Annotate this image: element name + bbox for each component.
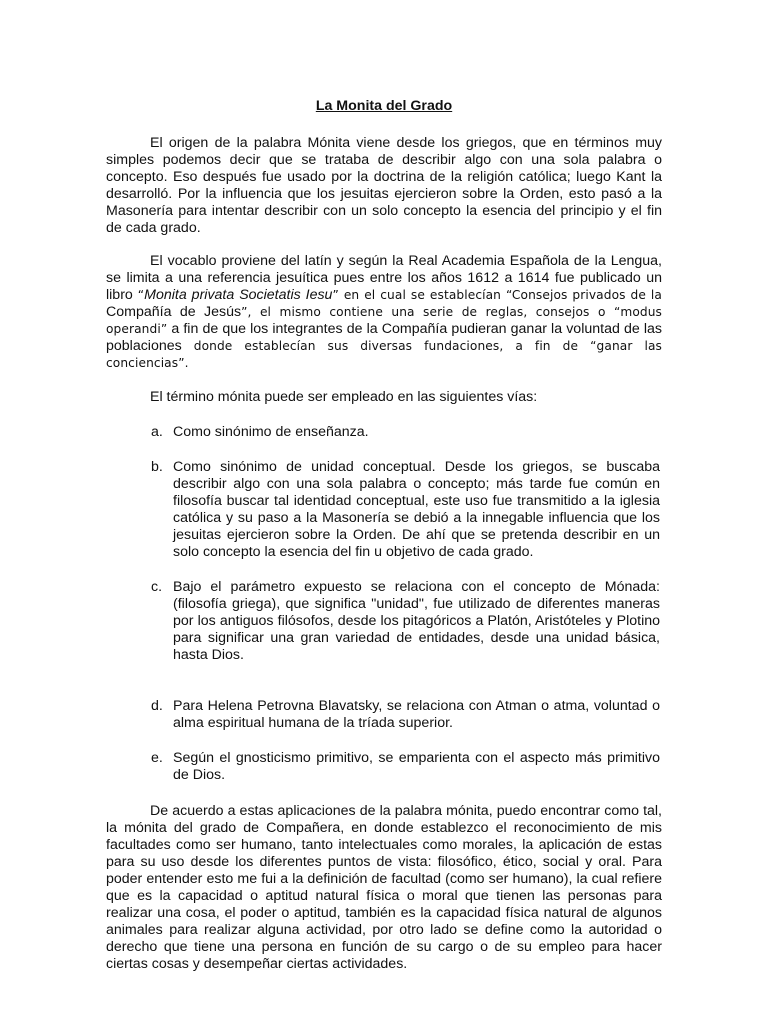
paragraph-origin: El origen de la palabra Mónita viene desde los griegos, que en términos muy simples podemos decir que se trataba de describir algo con una sola palabra o concepto. Eso después fue usado por la doctrina de la religión católica; luego Kant la desarrolló. Por la influencia que los jesuitas ejercieron sobre la Orden, esto pasó a la Masonería para intentar describir con un solo concepto la esencia del principio y el fin de cada grado. xyxy=(106,135,662,236)
book-title: Monita privata Societatis Iesu xyxy=(144,287,333,303)
vocablo-text-3: Compañía de Jesús xyxy=(106,304,242,320)
vocablo-text-4: ”, el mismo contiene una serie de reglas, consejos o “modus operandi” xyxy=(106,305,662,336)
paragraph-vocablo xyxy=(106,253,662,372)
list-item xyxy=(151,579,662,664)
vocablo-text-1: El vocablo proviene del latín y según la Real Academia Española de la Lengua, se limita a una referencia jesuítica pues entre los años 1612 a 1614 fue publicado un libro xyxy=(106,253,662,303)
list-item-text: Bajo el parámetro expuesto se relaciona con el concepto de Mónada: (filosofía griega), que significa "unidad", fue utilizado de diferentes maneras por los antiguos filósofos, desde los pitagóricos a Platón, Aristóteles y Plotino para significar una gran variedad de entidades, desde una unidad básica, hasta Dios. xyxy=(173,579,660,663)
paragraph-vias: El término mónita puede ser empleado en las siguientes vías: xyxy=(150,389,538,405)
vias-list xyxy=(106,424,662,784)
list-marker: e. xyxy=(151,750,163,766)
paragraph-aplicaciones: De acuerdo a estas aplicaciones de la palabra mónita, puedo encontrar como tal, la mónita del grado de Compañera, en donde establezco el reconocimiento de mis facultades como ser humano, tanto intelectuales como morales, la aplicación de estas para su uso desde los diferentes puntos de vista: filosófico, ético, social y oral. Para poder entender esto me fui a la definición de facultad (como ser humano), la cual refiere que es la capacidad o aptitud natural física o moral que tienen las personas para realizar una cosa, el poder o aptitud, también es la capacidad física natural de algunos animales para realizar alguna actividad, por otro lado se define como la autoridad o derecho que tiene una persona en función de su cargo o de su empleo para hacer ciertas cosas y desempeñar ciertas actividades. xyxy=(106,803,662,972)
list-item-text: Como sinónimo de enseñanza. xyxy=(173,424,369,440)
vocablo-text-6: donde establecían sus diversas fundaciones, a fin de “ganar las conciencias”. xyxy=(106,339,662,370)
list-item-text: Según el gnosticismo primitivo, se emparienta con el aspecto más primitivo de Dios. xyxy=(173,750,660,783)
document-title: La Monita del Grado xyxy=(315,98,453,114)
list-item xyxy=(151,698,662,732)
list-marker: d. xyxy=(151,698,163,714)
list-item xyxy=(151,424,662,441)
list-item-text: Para Helena Petrovna Blavatsky, se relaciona con Atman o atma, voluntad o alma espiritual humana de la tríada superior. xyxy=(173,698,660,731)
vocablo-text-5: a fin de que los integrantes de la Compañía pudieran ganar la voluntad de las poblaciones xyxy=(106,321,662,354)
list-marker: c. xyxy=(151,579,163,595)
quote-open: “ xyxy=(137,288,145,302)
document-body xyxy=(106,98,662,973)
list-item-text: Como sinónimo de unidad conceptual. Desde los griegos, se buscaba describir algo con una sola palabra o concepto; más tarde fue común en filosofía buscar tal identidad conceptual, este uso fue transmitido a la iglesia católica y su paso a la Masonería se debió a la innegable influencia que los jesuitas ejercieron sobre la Orden. De ahí que se pretenda describir en un solo concepto la esencia del fin u objetivo de cada grado. xyxy=(173,459,660,560)
vocablo-text-2: ” en el cual se establecían “Consejos privados de la xyxy=(332,288,662,302)
list-marker: a. xyxy=(151,424,163,440)
list-marker: b. xyxy=(151,459,163,475)
list-item xyxy=(151,750,662,784)
list-item xyxy=(151,459,662,561)
